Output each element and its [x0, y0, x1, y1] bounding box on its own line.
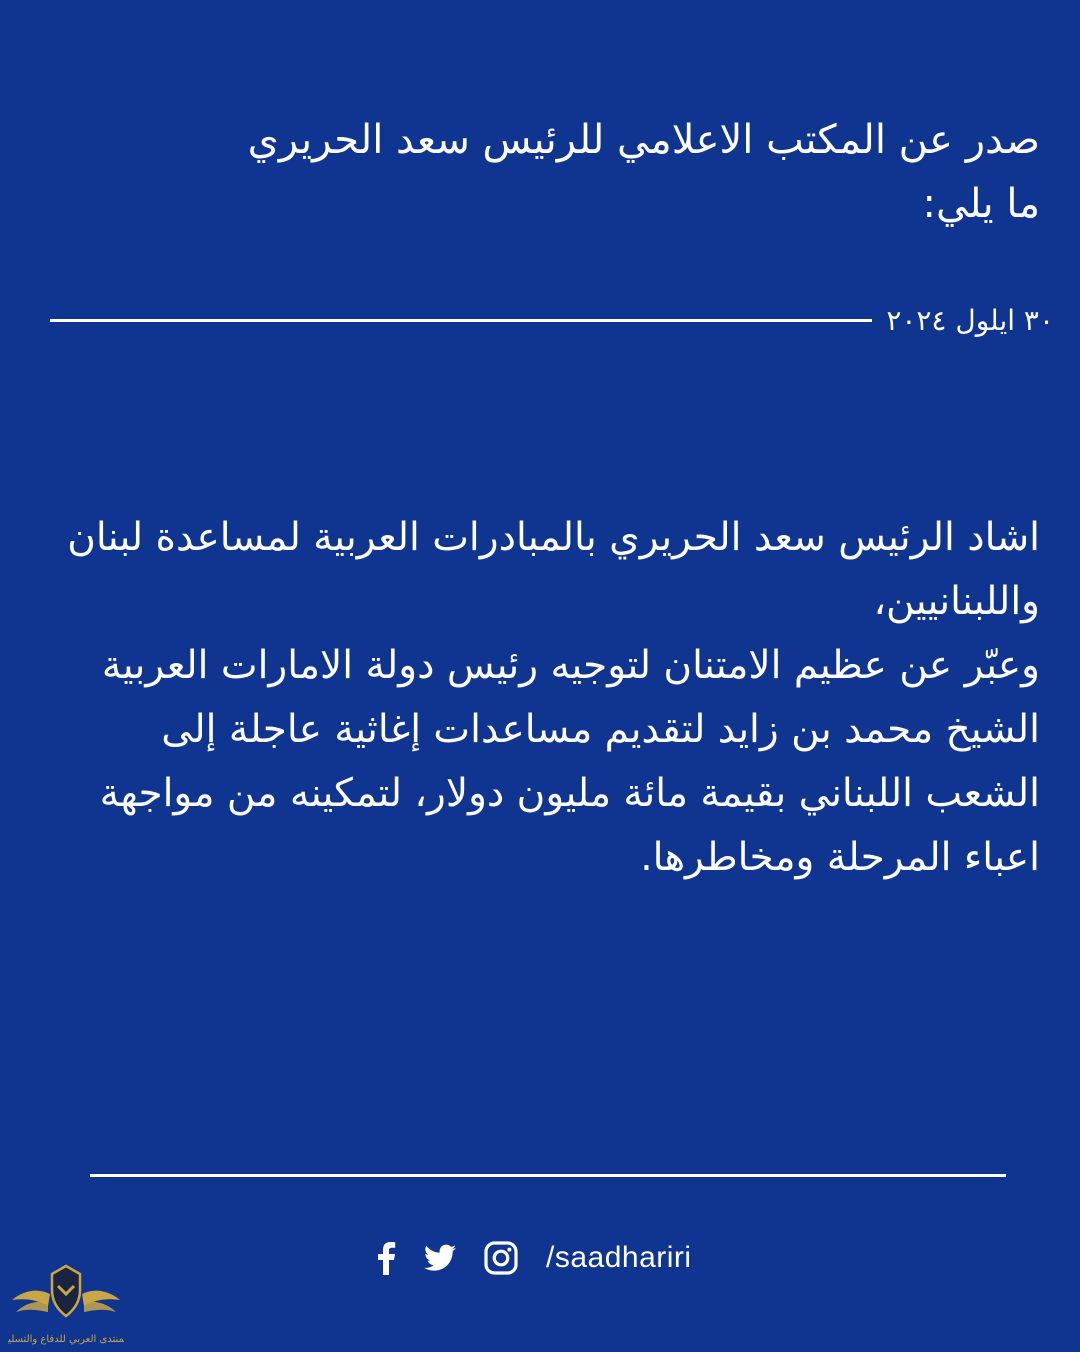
heading-line-2: ما يلي: [922, 181, 1040, 227]
date-row [50, 292, 1054, 348]
social-links [376, 1236, 692, 1280]
forum-logo [8, 1258, 124, 1348]
footer-divider [90, 1174, 1006, 1177]
forum-watermark [8, 1258, 124, 1348]
watermark-caption: المنتدى العربي للدفاع والتسليح [8, 1334, 124, 1345]
body-paragraph-1: اشاد الرئيس سعد الحريري بالمبادرات العربية لمساعدة لبنان واللبنانيين، [67, 515, 1040, 624]
twitter-icon[interactable] [424, 1244, 456, 1272]
facebook-icon[interactable] [376, 1241, 396, 1275]
instagram-icon[interactable] [484, 1241, 518, 1275]
statement-date: ٣٠ ايلول ٢٠٢٤ [886, 303, 1054, 337]
date-divider [50, 319, 872, 322]
heading-line-1: صدر عن المكتب الاعلامي للرئيس سعد الحريري [247, 117, 1040, 163]
social-handle[interactable]: /saadhariri [546, 1241, 692, 1274]
body-paragraph-2: وعبّر عن عظيم الامتنان لتوجيه رئيس دولة الامارات العربية الشيخ محمد بن زايد لتقديم مساعدات إغاثية عاجلة إلى الشعب اللبناني بقيمة مائة مليون دولار، لتمكينه من مواجهة اعباء المرحلة ومخاطرها. [99, 643, 1040, 880]
statement-heading [140, 108, 1040, 236]
statement-body [40, 506, 1040, 890]
